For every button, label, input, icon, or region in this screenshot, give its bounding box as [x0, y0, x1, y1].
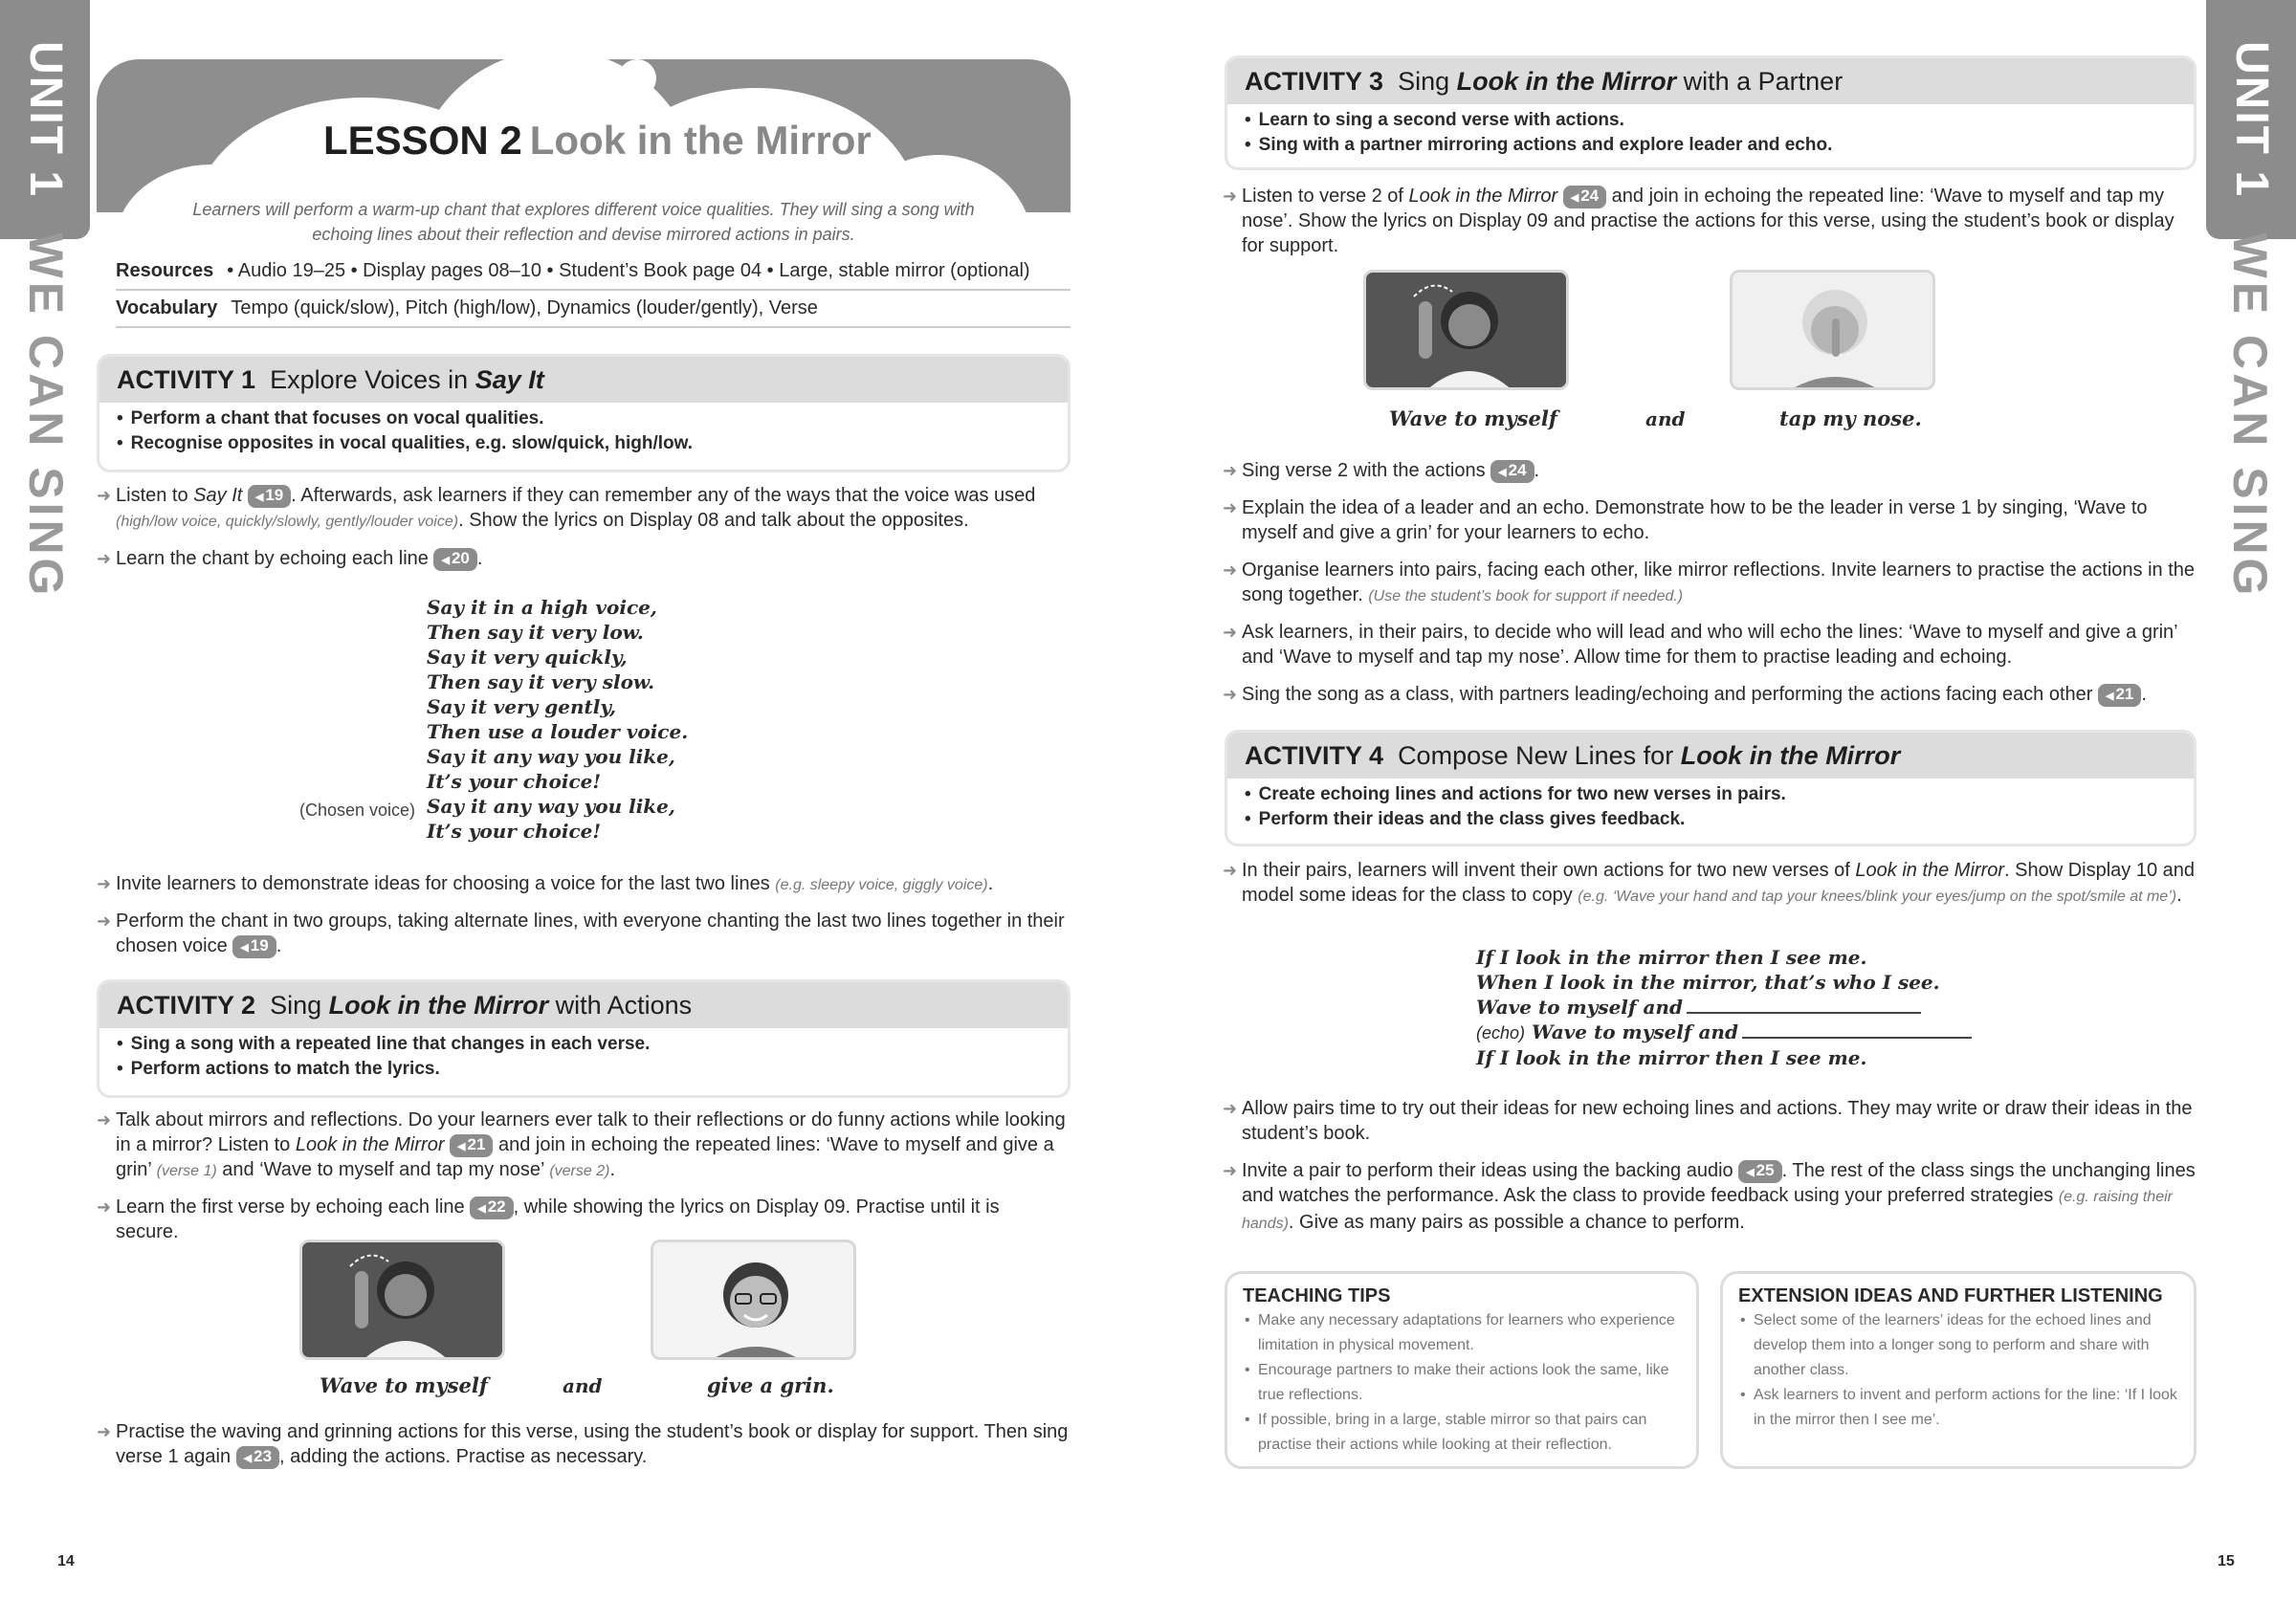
blank-line: [1687, 1000, 1921, 1014]
tip-item: • If possible, bring in a large, stable mirror so that pairs can practise their actions while looking at their reflection.: [1243, 1408, 1681, 1458]
lesson-intro: Learners will perform a warm-up chant that explores different voice qualities. They will sing a song with echoing lines about their reflection and devise mirrored actions in pairs.: [192, 200, 975, 244]
chosen-voice-note: (Chosen voice): [299, 801, 416, 820]
audio-track-badge[interactable]: ◀ 23: [236, 1446, 279, 1469]
audio-track-badge[interactable]: ◀ 19: [232, 935, 276, 958]
activity-2-objectives: • Sing a song with a repeated line that changes in each verse. • Perform actions to match the lyrics.: [99, 1028, 1068, 1082]
a1-step-4: ➜ Perform the chant in two groups, taking alternate lines, with everyone chanting the last two lines together in their chosen voice ◀ 19 .: [97, 909, 1072, 958]
a3-step-5: ➜ Ask learners, in their pairs, to decide who will lead and who will echo the lines: ‘Wave to myself and give a grin’ and ‘Wave to myself and tap my nose’. Allow time for them to practise leading and echoing.: [1223, 622, 2177, 668]
audio-track-badge[interactable]: ◀ 20: [433, 548, 476, 571]
a3-step-4: ➜ Organise learners into pairs, facing each other, like mirror reflections. Invite learners to practise the actions in the song together. (Use the student’s book for support if needed.): [1223, 560, 2196, 605]
caption-wave: Wave to myself: [320, 1373, 488, 1397]
a1-step-1: ➜ Listen to Say It ◀ 19 . Afterwards, ask learners if they can remember any of the ways that the voice was used (high/low voice, quickly/slowly, gently/louder voice). Show the lyrics on Display 08 and talk about the opposites.: [97, 483, 1072, 535]
a2-step-1: ➜ Talk about mirrors and reflections. Do your learners ever talk to their reflections or do funny actions while looking in a mirror? Listen to Look in the Mirror ◀ 21 and join in echoing the repeated lines: ‘Wave to myself and give a grin’ (verse 1) and ‘Wave to myself and tap my nose’ (verse 2).: [97, 1108, 1072, 1184]
a4-step-2: ➜ Allow pairs time to try out their ideas for new echoing lines and actions. They may write or draw their ideas in the student’s book.: [1223, 1098, 2193, 1144]
activity-3-box: [1225, 55, 2197, 170]
unit-tab-left: [0, 0, 90, 239]
activity-1-objectives: • Perform a chant that focuses on vocal qualities. • Recognise opposites in vocal qualities, e.g. slow/quick, high/low.: [99, 403, 1068, 456]
photo-girl-waving: [299, 1240, 505, 1360]
photo-girl-tapping-nose: [1730, 270, 1935, 390]
a1-step-2: ➜ Learn the chant by echoing each line ◀ 20 .: [97, 546, 1072, 571]
audio-track-badge[interactable]: ◀ 24: [1563, 186, 1606, 208]
a2-step-2: ➜ Learn the first verse by echoing each line ◀ 22 , while showing the lyrics on Display 09. Practise until it is secure.: [97, 1195, 1015, 1244]
a3-step-2: ➜ Sing verse 2 with the actions ◀ 24 .: [1223, 458, 2198, 483]
activity-3-heading: ACTIVITY 3 Sing Look in the Mirror with a Partner: [1227, 58, 2194, 104]
extension-item: • Select some of the learners’ ideas for the echoed lines and develop them into a longer song to perform and share with another class.: [1738, 1308, 2178, 1383]
caption-and: and: [1645, 407, 1686, 430]
a3-step-3: ➜ Explain the idea of a leader and an echo. Demonstrate how to be the leader in verse 1 by singing, ‘Wave to myself and give a grin’ for your learners to echo.: [1223, 497, 2148, 543]
activity-3-objectives: • Learn to sing a second verse with actions. • Sing with a partner mirroring actions and explore leader and echo.: [1227, 104, 2194, 158]
activity-1-heading: ACTIVITY 1 Explore Voices in Say It: [99, 357, 1068, 403]
a3-step-6: ➜ Sing the song as a class, with partners leading/echoing and performing the actions facing each other ◀ 21 .: [1223, 682, 2198, 707]
activity-2-heading: ACTIVITY 2 Sing Look in the Mirror with Actions: [99, 982, 1068, 1028]
tip-item: • Encourage partners to make their actions look the same, like true reflections.: [1243, 1358, 1681, 1408]
divider: [116, 326, 1071, 328]
extension-item: • Ask learners to invent and perform actions for the line: ‘If I look in the mirror then I see me’.: [1738, 1383, 2178, 1433]
divider: [116, 289, 1071, 291]
lesson-title: LESSON 2 Look in the Mirror: [323, 118, 872, 163]
audio-track-badge[interactable]: ◀ 21: [450, 1134, 493, 1157]
caption-and: and: [563, 1374, 603, 1397]
activity-4-box: [1225, 730, 2197, 846]
activity-2-box: [97, 979, 1071, 1098]
audio-track-badge[interactable]: ◀ 21: [2098, 684, 2141, 707]
activity-4-objectives: • Create echoing lines and actions for two new verses in pairs. • Perform their ideas and the class gives feedback.: [1227, 779, 2194, 832]
a1-step-3: ➜ Invite learners to demonstrate ideas for choosing a voice for the last two lines (e.g. sleepy voice, giggly voice).: [97, 873, 994, 894]
unit-theme-left: WE CAN SING: [19, 232, 73, 600]
photo-girl-waving-2: [1363, 270, 1569, 390]
audio-track-badge[interactable]: ◀ 22: [470, 1196, 513, 1219]
a2-step-3: ➜ Practise the waving and grinning actions for this verse, using the student’s book or display for support. Then sing verse 1 again ◀ 23 , adding the actions. Practise as necessary.: [97, 1419, 1072, 1469]
resources-row: Resources • Audio 19–25 • Display pages 08–10 • Student’s Book page 04 • Large, stable mirror (optional): [116, 260, 1030, 281]
audio-track-badge[interactable]: ◀ 25: [1738, 1160, 1781, 1183]
teaching-tips-title: TEACHING TIPS: [1243, 1285, 1391, 1306]
audio-track-badge[interactable]: ◀ 24: [1490, 460, 1534, 483]
caption-wave: Wave to myself: [1389, 406, 1557, 430]
extension-ideas-title: EXTENSION IDEAS AND FURTHER LISTENING: [1738, 1285, 2163, 1306]
teaching-tips-box: [1225, 1271, 1699, 1469]
caption-tap-nose: tap my nose.: [1779, 406, 1922, 430]
a3-step-1: ➜ Listen to verse 2 of Look in the Mirror ◀ 24 and join in echoing the repeated line: ‘Wave to myself and tap my nose’. Show the lyrics on Display 09 and practise the actions for this verse, using the student’s book or display for support.: [1223, 184, 2198, 258]
unit-tab-right: [2206, 0, 2296, 239]
caption-grin: give a grin.: [707, 1373, 834, 1397]
page-number-right: 15: [2218, 1553, 2235, 1569]
extension-ideas-box: [1720, 1271, 2197, 1469]
new-lines-template: If I look in the mirror then I see me. When I look in the mirror, that’s who I see. Wave to myself and (echo) Wave to myself and If I look in the mirror then I see me.: [1476, 945, 1972, 1070]
activity-4-heading: ACTIVITY 4 Compose New Lines for Look in the Mirror: [1227, 733, 2194, 779]
unit-label: UNIT 1: [20, 40, 71, 199]
photo-boy-grinning: [651, 1240, 856, 1360]
blank-line: [1742, 1025, 1972, 1039]
activity-1-box: [97, 354, 1071, 472]
page-number-left: 14: [57, 1553, 75, 1569]
a4-step-3: ➜ Invite a pair to perform their ideas using the backing audio ◀ 25 . The rest of the class sings the unchanging lines and watches the performance. Ask the class to provide feedback using your preferred strategies (e.g. raising their hands). Give as many pairs as possible a chance to perform.: [1223, 1158, 2198, 1237]
unit-theme-right: WE CAN SING: [2223, 232, 2277, 600]
tip-item: • Make any necessary adaptations for learners who experience limitation in physical movement.: [1243, 1308, 1681, 1358]
vocabulary-row: Vocabulary Tempo (quick/slow), Pitch (high/low), Dynamics (louder/gently), Verse: [116, 297, 818, 318]
audio-track-badge[interactable]: ◀ 19: [248, 485, 291, 508]
unit-label: UNIT 1: [2226, 40, 2277, 199]
chant-lyrics: Say it in a high voice, Then say it very low. Say it very quickly, Then say it very slow. Say it very gently, Then use a louder voice. Say it any way you like, It’s your choice! Say it any way you like, It’s your choice!: [427, 596, 689, 843]
a4-step-1: ➜ In their pairs, learners will invent their own actions for two new verses of Look in the Mirror. Show Display 10 and model some ideas for the class to copy (e.g. ‘Wave your hand and tap your knees/blink your eyes/jump on the spot/smile at me’).: [1223, 860, 2196, 906]
